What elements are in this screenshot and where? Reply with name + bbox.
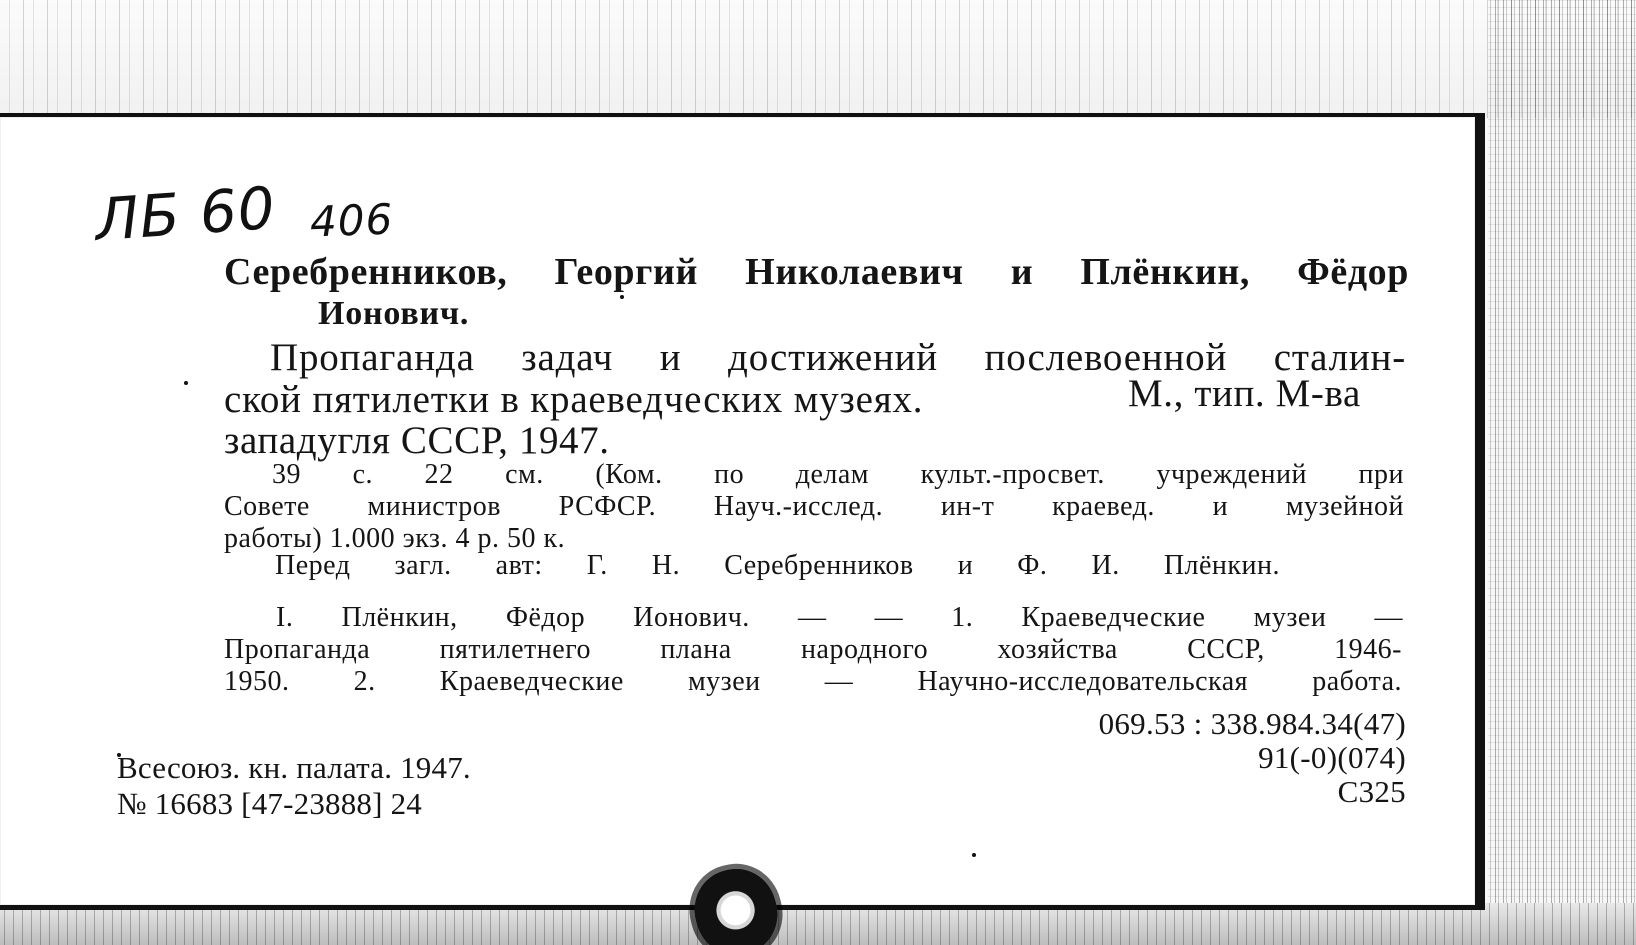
author-line-1: Серебренников, Георгий Николаевич и Плёнкин, Фёдор [224, 251, 1409, 293]
ink-speck [972, 853, 976, 857]
title-line-2-main: ской пятилетки в краеведческих музеях. [224, 378, 924, 421]
book-chamber-block [117, 750, 471, 822]
handwritten-number: 406 [309, 194, 395, 247]
classification-code-2: 91(-0)(074) [1258, 740, 1406, 775]
scan-right-edge [1488, 0, 1636, 945]
book-chamber-line-1: Всесоюз. кн. палата. 1947. [117, 750, 471, 785]
ink-speck [184, 381, 188, 385]
before-title-note: Перед загл. авт: Г. Н. Серебренников и Ф. И. Плёнкин. [275, 550, 1280, 581]
ink-speck [620, 295, 624, 299]
handwritten-shelf-mark: ЛБ 60 [92, 173, 278, 255]
classification-code-3: С325 [1337, 774, 1406, 809]
physical-description-line-1: 39 с. 22 см. (Ком. по делам культ.-просвет. учреждений при [272, 459, 1404, 490]
scan-top-edge [0, 0, 1636, 118]
book-chamber-line-2: № 16683 [47-23888] 24 [117, 786, 422, 821]
classification-block [1099, 707, 1406, 809]
subject-line-3: 1950. 2. Краеведческие музеи — Научно-исследовательская работа. [224, 666, 1402, 697]
subject-line-2: Пропаганда пятилетнего плана народного хозяйства СССР, 1946- [224, 634, 1402, 665]
punched-hole [685, 860, 786, 945]
subject-line-1: I. Плёнкин, Фёдор Ионович. — — 1. Краеведческие музеи — [276, 602, 1403, 633]
physical-description-line-3: работы) 1.000 экз. 4 р. 50 к. [224, 523, 566, 554]
publication-line: западугля СССР, 1947. [224, 419, 610, 462]
classification-code-1: 069.53 : 338.984.34(47) [1098, 706, 1406, 741]
author-line-2: Ионович. [318, 295, 470, 332]
publisher-place: М., тип. М-ва [1128, 372, 1361, 415]
title-line-1: Пропаганда задач и достижений послевоенной сталин- [270, 336, 1406, 379]
physical-description-line-2: Совете министров РСФСР. Науч.-исслед. ин-т краевед. и музейной [224, 491, 1404, 522]
